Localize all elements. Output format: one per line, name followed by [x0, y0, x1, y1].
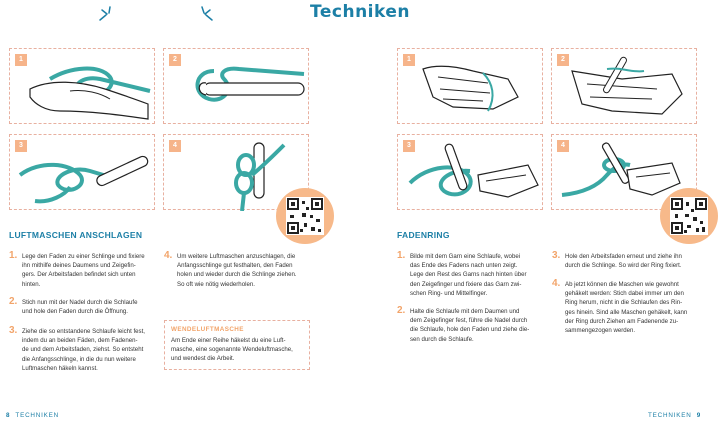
hook-into-ring-illustration: [552, 49, 698, 125]
running-footer: TECHNIKEN: [648, 412, 692, 419]
hook-through-loop-illustration: [164, 49, 310, 125]
step-right-2: 2. Halte die Schlaufe mit dem Daumen und dem Zeigefinger fest, führe die Nadel durch die Schlaufe, hole den Faden und ziehe die- sen durch die Schlaufe.: [397, 305, 530, 343]
page-number: 9: [696, 412, 702, 419]
pulling-slipknot-illustration: [10, 135, 156, 211]
step-number: 4.: [552, 278, 561, 289]
illustration-panel-right-1: [397, 48, 543, 124]
section-title-fadenring: FADENRING: [397, 230, 450, 240]
pull-through-ring-illustration: [398, 135, 544, 211]
step-number: 4.: [164, 250, 173, 261]
panel-number: 2: [557, 54, 569, 66]
running-footer: TECHNIKEN: [15, 412, 60, 419]
panel-number: 4: [169, 140, 181, 152]
step-number: 1.: [397, 250, 406, 261]
tip-box-wendeluftmasche: WENDELUFTMASCHE Am Ende einer Reihe häkelst du eine Luft- masche, eine sogenannte Wendeluftmasche, und wendest die Arbeit.: [164, 320, 310, 370]
step-number: 3.: [552, 250, 561, 261]
panel-number: 3: [15, 140, 27, 152]
step-left-2: 2. Stich nun mit der Nadel durch die Schlaufe und hole den Faden durch die Öffnung.: [9, 296, 138, 316]
panel-number: 1: [403, 54, 415, 66]
footer-left: [6, 412, 59, 419]
tip-title: WENDELUFTMASCHE: [171, 326, 244, 333]
illustration-panel-left-3: [9, 134, 155, 210]
qr-code[interactable]: [286, 197, 324, 235]
page-number: 8: [6, 412, 11, 419]
sparkle-right-icon: [200, 4, 222, 26]
panel-number: 2: [169, 54, 181, 66]
qr-code[interactable]: [670, 197, 708, 235]
qr-code-icon: [670, 197, 708, 235]
illustration-panel-right-2: [551, 48, 697, 124]
step-right-1: 1. Bilde mit dem Garn eine Schlaufe, wobei das Ende des Fadens nach unten zeigt. Lege den Rest des Garns nach hinten über den Zeigefinger und fixiere das Garn zwi- schen Ring- und Mittelfinger.: [397, 250, 527, 297]
hand-yarn-loop-illustration: [10, 49, 156, 125]
step-number: 2.: [9, 296, 18, 307]
step-number: 1.: [9, 250, 18, 261]
panel-number: 1: [15, 54, 27, 66]
illustration-panel-left-2: [163, 48, 309, 124]
step-right-4: 4. Ab jetzt können die Maschen wie gewohnt gehäkelt werden: Stich dabei immer um den Ring herum, nicht in die Schlaufen des Rin- ges hinein. Sind alle Maschen gehäkelt, kann der Ring durch Ziehen am Fadenende zu- sammengezogen werden.: [552, 278, 688, 335]
qr-code-icon: [286, 197, 324, 235]
step-right-3: 3. Hole den Arbeitsfaden erneut und ziehe ihn durch die Schlinge. So wird der Ring fixiert.: [552, 250, 682, 270]
step-number: 3.: [9, 325, 18, 336]
sparkle-left-icon: [96, 4, 118, 26]
illustration-panel-left-1: [9, 48, 155, 124]
step-left-4: 4. Um weitere Luftmaschen anzuschlagen, die Anfangsschlinge gut festhalten, den Faden holen und wieder durch die Schlinge ziehen. So oft wie nötig wiederholen.: [164, 250, 297, 288]
step-left-1: 1. Lege den Faden zu einer Schlinge und fixiere ihn mithilfe deines Daumens und Zeigefin- gers. Der Arbeitsfaden befindet sich unten hinten.: [9, 250, 145, 288]
panel-number: 3: [403, 140, 415, 152]
footer-right: [648, 412, 701, 419]
step-number: 2.: [397, 305, 406, 316]
illustration-panel-right-3: [397, 134, 543, 210]
section-title-luftmaschen: LUFTMASCHEN ANSCHLAGEN: [9, 230, 143, 240]
step-left-3: 3. Ziehe die so entstandene Schlaufe leicht fest, indem du an beiden Fäden, dem Fadenen- de und dem Arbeitsfaden, ziehst. So entsteht die Anfangsschlinge, in die du nun weitere Luftmaschen häkeln kannst.: [9, 325, 145, 372]
page-title: Techniken: [310, 2, 410, 22]
hand-wrap-illustration: [398, 49, 544, 125]
panel-number: 4: [557, 140, 569, 152]
